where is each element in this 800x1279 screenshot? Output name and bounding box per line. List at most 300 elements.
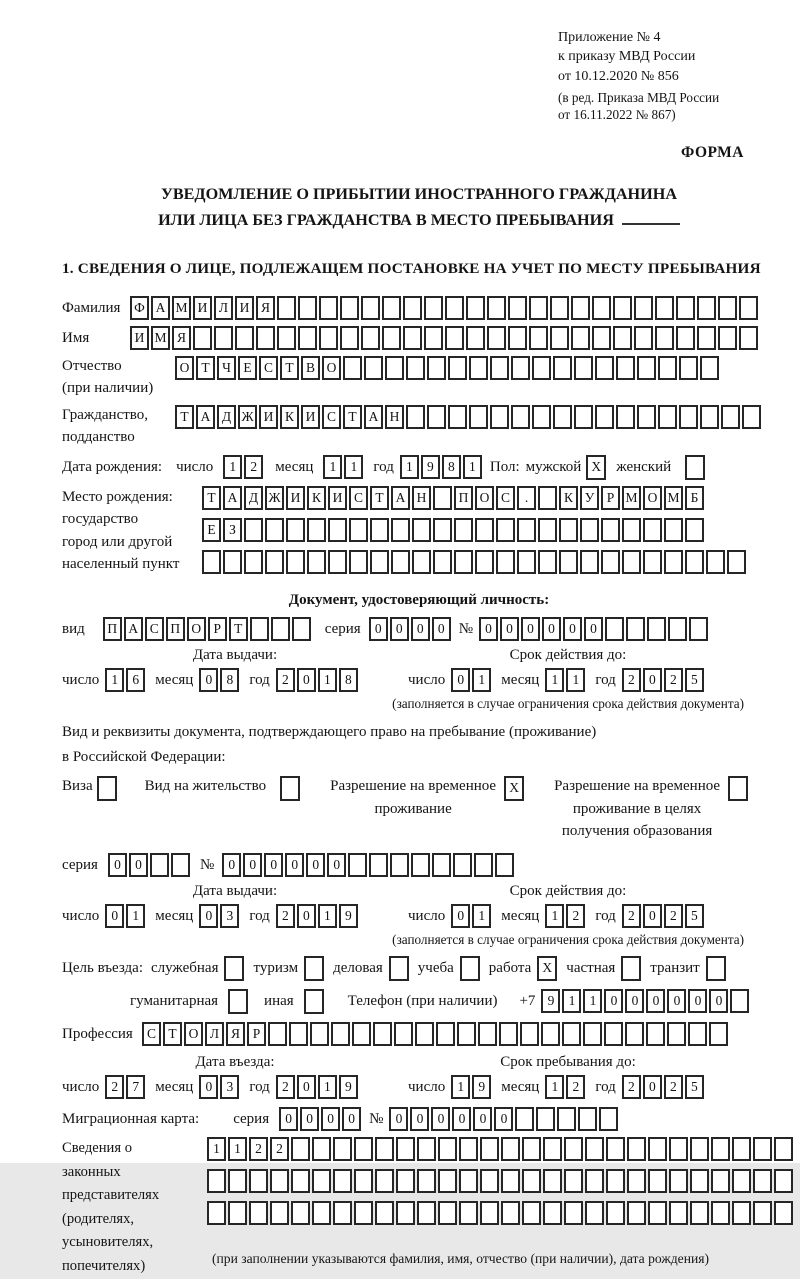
char-box[interactable] <box>627 1201 646 1225</box>
char-box[interactable] <box>433 518 452 542</box>
char-box[interactable]: О <box>643 486 662 510</box>
char-box[interactable] <box>496 518 515 542</box>
char-box[interactable]: 0 <box>473 1107 492 1131</box>
char-box[interactable] <box>574 356 593 380</box>
char-box[interactable] <box>277 296 296 320</box>
char-box[interactable]: 1 <box>566 668 585 692</box>
char-box[interactable]: Я <box>226 1022 245 1046</box>
char-box[interactable]: 1 <box>583 989 602 1013</box>
char-box[interactable] <box>406 356 425 380</box>
char-box[interactable]: А <box>223 486 242 510</box>
char-box[interactable] <box>277 326 296 350</box>
char-box[interactable] <box>664 550 683 574</box>
char-box[interactable] <box>312 1137 331 1161</box>
char-box[interactable] <box>459 1201 478 1225</box>
char-box[interactable] <box>249 1169 268 1193</box>
char-box[interactable] <box>501 1137 520 1161</box>
char-box[interactable] <box>343 356 362 380</box>
char-box[interactable]: 2 <box>276 668 295 692</box>
purpose-humanitarian-checkbox[interactable] <box>228 989 248 1014</box>
char-box[interactable] <box>490 356 509 380</box>
char-box[interactable] <box>700 405 719 429</box>
char-box[interactable]: 0 <box>452 1107 471 1131</box>
char-box[interactable] <box>739 326 758 350</box>
char-box[interactable] <box>396 1169 415 1193</box>
char-box[interactable]: 8 <box>220 668 239 692</box>
char-box[interactable] <box>459 1169 478 1193</box>
char-box[interactable] <box>228 1169 247 1193</box>
char-box[interactable]: Ф <box>130 296 149 320</box>
char-box[interactable]: Н <box>385 405 404 429</box>
char-box[interactable]: 0 <box>563 617 582 641</box>
char-box[interactable]: Я <box>172 326 191 350</box>
char-box[interactable] <box>244 550 263 574</box>
char-box[interactable] <box>207 1201 226 1225</box>
char-box[interactable] <box>676 326 695 350</box>
char-box[interactable] <box>739 296 758 320</box>
char-box[interactable]: Р <box>601 486 620 510</box>
char-box[interactable] <box>415 1022 434 1046</box>
char-box[interactable] <box>553 356 572 380</box>
char-box[interactable]: 0 <box>297 904 316 928</box>
char-box[interactable]: П <box>166 617 185 641</box>
char-box[interactable] <box>508 296 527 320</box>
char-box[interactable]: 1 <box>562 989 581 1013</box>
char-box[interactable] <box>475 518 494 542</box>
char-box[interactable] <box>669 1201 688 1225</box>
char-box[interactable] <box>390 853 409 877</box>
char-box[interactable]: 0 <box>646 989 665 1013</box>
char-box[interactable] <box>536 1107 555 1131</box>
char-box[interactable] <box>637 356 656 380</box>
char-box[interactable]: О <box>184 1022 203 1046</box>
char-box[interactable]: М <box>172 296 191 320</box>
char-box[interactable] <box>223 550 242 574</box>
char-box[interactable] <box>711 1201 730 1225</box>
char-box[interactable] <box>580 550 599 574</box>
char-box[interactable]: 0 <box>199 668 218 692</box>
char-box[interactable]: 1 <box>207 1137 226 1161</box>
char-box[interactable]: 1 <box>318 1075 337 1099</box>
char-box[interactable]: И <box>301 405 320 429</box>
char-box[interactable] <box>679 356 698 380</box>
char-box[interactable] <box>517 518 536 542</box>
char-box[interactable] <box>202 550 221 574</box>
char-box[interactable]: 7 <box>126 1075 145 1099</box>
char-box[interactable] <box>711 1137 730 1161</box>
char-box[interactable]: 2 <box>622 904 641 928</box>
char-box[interactable] <box>529 296 548 320</box>
char-box[interactable] <box>622 550 641 574</box>
char-box[interactable] <box>235 326 254 350</box>
char-box[interactable]: 1 <box>228 1137 247 1161</box>
char-box[interactable] <box>319 326 338 350</box>
char-box[interactable] <box>605 617 624 641</box>
char-box[interactable]: А <box>391 486 410 510</box>
char-box[interactable] <box>543 1169 562 1193</box>
char-box[interactable] <box>417 1169 436 1193</box>
char-box[interactable] <box>532 356 551 380</box>
char-box[interactable] <box>375 1169 394 1193</box>
char-box[interactable] <box>411 853 430 877</box>
char-box[interactable] <box>171 853 190 877</box>
char-box[interactable]: 0 <box>643 904 662 928</box>
char-box[interactable] <box>742 405 761 429</box>
char-box[interactable]: О <box>475 486 494 510</box>
char-box[interactable] <box>298 326 317 350</box>
char-box[interactable] <box>501 1201 520 1225</box>
char-box[interactable] <box>538 550 557 574</box>
char-box[interactable] <box>361 326 380 350</box>
char-box[interactable] <box>664 518 683 542</box>
char-box[interactable]: 1 <box>545 1075 564 1099</box>
char-box[interactable] <box>511 356 530 380</box>
char-box[interactable] <box>706 550 725 574</box>
char-box[interactable] <box>256 326 275 350</box>
char-box[interactable]: 0 <box>521 617 540 641</box>
char-box[interactable] <box>453 853 472 877</box>
char-box[interactable]: 1 <box>318 904 337 928</box>
char-box[interactable] <box>709 1022 728 1046</box>
char-box[interactable] <box>496 550 515 574</box>
char-box[interactable]: 2 <box>566 1075 585 1099</box>
char-box[interactable] <box>688 1022 707 1046</box>
char-box[interactable] <box>604 1022 623 1046</box>
char-box[interactable]: 0 <box>389 1107 408 1131</box>
temp-residence-checkbox[interactable] <box>504 776 524 801</box>
char-box[interactable] <box>616 356 635 380</box>
char-box[interactable] <box>487 326 506 350</box>
char-box[interactable] <box>550 326 569 350</box>
char-box[interactable]: 0 <box>199 1075 218 1099</box>
char-box[interactable] <box>580 518 599 542</box>
char-box[interactable] <box>668 617 687 641</box>
char-box[interactable] <box>685 455 705 480</box>
char-box[interactable] <box>224 956 244 981</box>
char-box[interactable]: 1 <box>472 904 491 928</box>
char-box[interactable] <box>312 1169 331 1193</box>
char-box[interactable]: 0 <box>297 668 316 692</box>
char-box[interactable] <box>268 1022 287 1046</box>
char-box[interactable]: 2 <box>622 1075 641 1099</box>
char-box[interactable] <box>349 518 368 542</box>
char-box[interactable] <box>564 1201 583 1225</box>
char-box[interactable]: Т <box>280 356 299 380</box>
char-box[interactable]: И <box>328 486 347 510</box>
char-box[interactable] <box>583 1022 602 1046</box>
char-box[interactable] <box>424 296 443 320</box>
char-box[interactable]: 2 <box>270 1137 289 1161</box>
char-box[interactable]: Т <box>196 356 215 380</box>
char-box[interactable]: 2 <box>566 904 585 928</box>
char-box[interactable] <box>448 405 467 429</box>
char-box[interactable] <box>676 296 695 320</box>
char-box[interactable] <box>559 550 578 574</box>
char-box[interactable] <box>667 1022 686 1046</box>
char-box[interactable]: 0 <box>410 1107 429 1131</box>
char-box[interactable] <box>97 776 117 801</box>
char-box[interactable]: X <box>586 455 606 480</box>
char-box[interactable]: 9 <box>339 1075 358 1099</box>
char-box[interactable] <box>606 1137 625 1161</box>
char-box[interactable]: М <box>664 486 683 510</box>
char-box[interactable] <box>532 405 551 429</box>
char-box[interactable] <box>564 1169 583 1193</box>
char-box[interactable] <box>312 1201 331 1225</box>
char-box[interactable]: 0 <box>451 668 470 692</box>
char-box[interactable] <box>643 518 662 542</box>
char-box[interactable]: 0 <box>369 617 388 641</box>
char-box[interactable] <box>349 550 368 574</box>
char-box[interactable]: 0 <box>500 617 519 641</box>
char-box[interactable] <box>438 1137 457 1161</box>
char-box[interactable] <box>634 326 653 350</box>
char-box[interactable] <box>417 1137 436 1161</box>
char-box[interactable] <box>487 296 506 320</box>
char-box[interactable] <box>385 356 404 380</box>
char-box[interactable] <box>613 296 632 320</box>
char-box[interactable]: 1 <box>463 455 482 479</box>
char-box[interactable]: 0 <box>494 1107 513 1131</box>
char-box[interactable] <box>214 326 233 350</box>
char-box[interactable]: Т <box>175 405 194 429</box>
char-box[interactable] <box>648 1137 667 1161</box>
char-box[interactable] <box>333 1169 352 1193</box>
char-box[interactable]: . <box>517 486 536 510</box>
purpose-study-checkbox[interactable] <box>460 956 480 981</box>
char-box[interactable] <box>495 853 514 877</box>
char-box[interactable] <box>291 1137 310 1161</box>
char-box[interactable]: Е <box>238 356 257 380</box>
char-box[interactable] <box>396 1201 415 1225</box>
residence-permit-checkbox[interactable] <box>280 776 300 801</box>
char-box[interactable]: 0 <box>643 1075 662 1099</box>
char-box[interactable] <box>592 296 611 320</box>
char-box[interactable] <box>522 1169 541 1193</box>
char-box[interactable]: 0 <box>285 853 304 877</box>
char-box[interactable] <box>310 1022 329 1046</box>
char-box[interactable]: Ч <box>217 356 236 380</box>
char-box[interactable] <box>382 326 401 350</box>
char-box[interactable] <box>445 296 464 320</box>
char-box[interactable]: 2 <box>664 1075 683 1099</box>
char-box[interactable] <box>585 1169 604 1193</box>
char-box[interactable] <box>307 550 326 574</box>
char-box[interactable] <box>286 550 305 574</box>
char-box[interactable] <box>270 1201 289 1225</box>
char-box[interactable] <box>648 1169 667 1193</box>
char-box[interactable] <box>265 550 284 574</box>
char-box[interactable] <box>370 518 389 542</box>
char-box[interactable]: А <box>196 405 215 429</box>
char-box[interactable] <box>626 617 645 641</box>
char-box[interactable] <box>529 326 548 350</box>
char-box[interactable] <box>606 1169 625 1193</box>
char-box[interactable] <box>373 1022 392 1046</box>
char-box[interactable]: Я <box>256 296 275 320</box>
char-box[interactable] <box>433 486 452 510</box>
char-box[interactable] <box>595 405 614 429</box>
char-box[interactable] <box>559 518 578 542</box>
char-box[interactable] <box>718 296 737 320</box>
char-box[interactable] <box>571 296 590 320</box>
char-box[interactable]: О <box>187 617 206 641</box>
char-box[interactable] <box>585 1201 604 1225</box>
char-box[interactable] <box>207 1169 226 1193</box>
char-box[interactable] <box>354 1201 373 1225</box>
char-box[interactable] <box>391 550 410 574</box>
char-box[interactable] <box>557 1107 576 1131</box>
char-box[interactable] <box>466 296 485 320</box>
char-box[interactable] <box>340 296 359 320</box>
char-box[interactable]: К <box>559 486 578 510</box>
char-box[interactable]: 5 <box>685 668 704 692</box>
char-box[interactable] <box>690 1169 709 1193</box>
char-box[interactable] <box>319 296 338 320</box>
char-box[interactable] <box>249 1201 268 1225</box>
char-box[interactable] <box>457 1022 476 1046</box>
char-box[interactable] <box>307 518 326 542</box>
char-box[interactable] <box>469 356 488 380</box>
char-box[interactable] <box>432 853 451 877</box>
char-box[interactable] <box>634 296 653 320</box>
char-box[interactable] <box>459 1137 478 1161</box>
char-box[interactable] <box>669 1169 688 1193</box>
char-box[interactable] <box>474 853 493 877</box>
char-box[interactable]: 1 <box>323 455 342 479</box>
char-box[interactable]: Р <box>208 617 227 641</box>
char-box[interactable] <box>433 550 452 574</box>
char-box[interactable]: 0 <box>584 617 603 641</box>
char-box[interactable] <box>553 405 572 429</box>
char-box[interactable] <box>304 989 324 1014</box>
char-box[interactable]: 6 <box>126 668 145 692</box>
char-box[interactable]: 2 <box>105 1075 124 1099</box>
char-box[interactable] <box>730 989 749 1013</box>
char-box[interactable] <box>280 776 300 801</box>
char-box[interactable]: 0 <box>243 853 262 877</box>
char-box[interactable] <box>448 356 467 380</box>
char-box[interactable]: 1 <box>344 455 363 479</box>
char-box[interactable]: 1 <box>223 455 242 479</box>
char-box[interactable]: 1 <box>545 904 564 928</box>
char-box[interactable]: 2 <box>249 1137 268 1161</box>
char-box[interactable] <box>478 1022 497 1046</box>
char-box[interactable] <box>690 1201 709 1225</box>
char-box[interactable]: Т <box>229 617 248 641</box>
char-box[interactable]: О <box>175 356 194 380</box>
char-box[interactable] <box>271 617 290 641</box>
char-box[interactable] <box>354 1137 373 1161</box>
char-box[interactable]: Т <box>163 1022 182 1046</box>
char-box[interactable]: С <box>349 486 368 510</box>
char-box[interactable]: 0 <box>643 668 662 692</box>
char-box[interactable] <box>538 518 557 542</box>
char-box[interactable]: 1 <box>472 668 491 692</box>
char-box[interactable] <box>244 518 263 542</box>
char-box[interactable] <box>685 550 704 574</box>
char-box[interactable] <box>585 1137 604 1161</box>
char-box[interactable]: X <box>537 956 557 981</box>
char-box[interactable] <box>291 1169 310 1193</box>
char-box[interactable] <box>394 1022 413 1046</box>
char-box[interactable] <box>250 617 269 641</box>
purpose-work-checkbox[interactable] <box>537 956 557 981</box>
char-box[interactable]: Ж <box>238 405 257 429</box>
purpose-official-checkbox[interactable] <box>224 956 244 981</box>
char-box[interactable]: 1 <box>105 668 124 692</box>
char-box[interactable]: 2 <box>276 904 295 928</box>
char-box[interactable]: 0 <box>264 853 283 877</box>
char-box[interactable]: 1 <box>451 1075 470 1099</box>
char-box[interactable]: 0 <box>479 617 498 641</box>
char-box[interactable] <box>601 518 620 542</box>
char-box[interactable] <box>427 356 446 380</box>
char-box[interactable]: С <box>142 1022 161 1046</box>
char-box[interactable] <box>520 1022 539 1046</box>
char-box[interactable] <box>774 1201 793 1225</box>
char-box[interactable]: З <box>223 518 242 542</box>
char-box[interactable] <box>562 1022 581 1046</box>
char-box[interactable] <box>438 1201 457 1225</box>
purpose-business-checkbox[interactable] <box>389 956 409 981</box>
char-box[interactable]: 9 <box>339 904 358 928</box>
char-box[interactable] <box>454 518 473 542</box>
char-box[interactable] <box>348 853 367 877</box>
char-box[interactable] <box>522 1137 541 1161</box>
char-box[interactable] <box>648 1201 667 1225</box>
char-box[interactable] <box>574 405 593 429</box>
char-box[interactable] <box>370 550 389 574</box>
char-box[interactable] <box>637 405 656 429</box>
char-box[interactable] <box>655 296 674 320</box>
purpose-private-checkbox[interactable] <box>621 956 641 981</box>
char-box[interactable] <box>700 356 719 380</box>
char-box[interactable]: С <box>496 486 515 510</box>
char-box[interactable] <box>352 1022 371 1046</box>
char-box[interactable] <box>728 776 748 801</box>
char-box[interactable]: 0 <box>688 989 707 1013</box>
char-box[interactable] <box>578 1107 597 1131</box>
char-box[interactable] <box>475 550 494 574</box>
char-box[interactable]: 2 <box>276 1075 295 1099</box>
char-box[interactable]: 0 <box>431 1107 450 1131</box>
char-box[interactable] <box>328 550 347 574</box>
char-box[interactable] <box>480 1169 499 1193</box>
char-box[interactable]: И <box>286 486 305 510</box>
char-box[interactable]: У <box>580 486 599 510</box>
char-box[interactable]: 0 <box>279 1107 298 1131</box>
char-box[interactable] <box>396 1137 415 1161</box>
char-box[interactable]: К <box>307 486 326 510</box>
char-box[interactable]: 9 <box>541 989 560 1013</box>
char-box[interactable] <box>515 1107 534 1131</box>
char-box[interactable]: 2 <box>622 668 641 692</box>
char-box[interactable] <box>291 1201 310 1225</box>
char-box[interactable] <box>732 1169 751 1193</box>
char-box[interactable]: 9 <box>421 455 440 479</box>
char-box[interactable]: Т <box>343 405 362 429</box>
char-box[interactable]: 0 <box>390 617 409 641</box>
char-box[interactable]: И <box>259 405 278 429</box>
char-box[interactable] <box>606 1201 625 1225</box>
char-box[interactable] <box>517 550 536 574</box>
char-box[interactable]: 0 <box>222 853 241 877</box>
sex-male-checkbox[interactable] <box>586 455 606 480</box>
char-box[interactable] <box>445 326 464 350</box>
char-box[interactable] <box>460 956 480 981</box>
char-box[interactable] <box>679 405 698 429</box>
